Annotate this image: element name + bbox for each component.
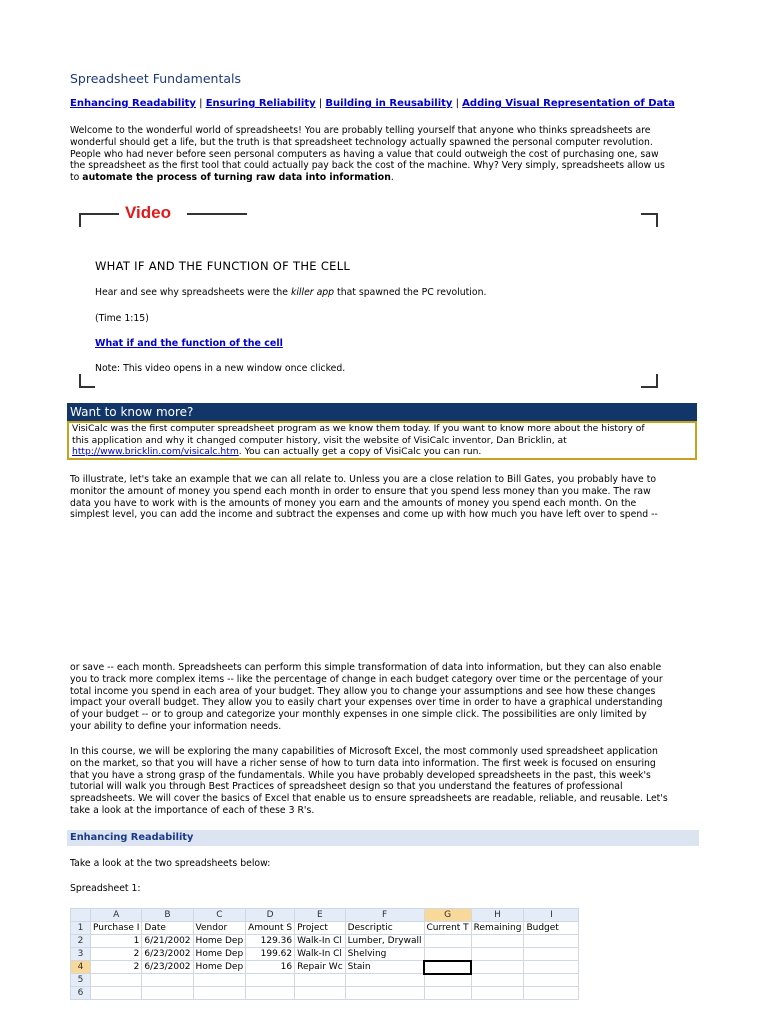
cell[interactable] — [142, 974, 193, 987]
cell[interactable]: 199.62 — [246, 948, 295, 961]
illustrate-paragraph — [70, 474, 698, 521]
paragraph-line: that you have a strong grasp of the fundamentals. While you have probably developed spreadsheets in the past, this week's — [70, 769, 651, 781]
row-header[interactable]: 6 — [71, 987, 91, 1000]
cell[interactable]: Vendor — [193, 922, 246, 935]
column-header[interactable]: D — [246, 909, 295, 922]
paragraph-line: data you have to work with is the amounts of money you earn and the amounts of money you spend each month. On the — [70, 497, 637, 509]
cell[interactable]: 2 — [91, 948, 142, 961]
cell[interactable]: Home Dep — [193, 961, 246, 974]
cell[interactable] — [524, 987, 579, 1000]
row-header[interactable]: 3 — [71, 948, 91, 961]
paragraph-line: or save -- each month. Spreadsheets can perform this simple transformation of data into information, but they can also enable — [70, 662, 662, 673]
paragraph-line: take a look at the importance of each of these 3 R's. — [70, 804, 315, 816]
column-header[interactable]: I — [524, 909, 579, 922]
nav-separator: | — [199, 98, 203, 109]
cell[interactable] — [345, 974, 424, 987]
frame-corner-bottom-left-h — [79, 386, 95, 388]
video-label: Video — [125, 203, 171, 222]
cell[interactable]: Walk-In Cl — [295, 935, 346, 948]
video-note: Note: This video opens in a new window once clicked. — [95, 363, 346, 374]
video-heading: WHAT IF AND THE FUNCTION OF THE CELL — [95, 259, 351, 273]
frame-corner-top-left — [79, 213, 81, 227]
cell[interactable]: Project — [295, 922, 346, 935]
cell[interactable]: 6/23/2002 — [142, 961, 193, 974]
video-link[interactable]: What if and the function of the cell — [95, 338, 283, 349]
cell[interactable]: Home Dep — [193, 935, 246, 948]
table-row — [71, 948, 579, 961]
cell[interactable]: Lumber, Drywall — [345, 935, 424, 948]
intro-line: wonderful should get a life, but the truth is that spreadsheet technology actually spawned the personal computer revolution. — [70, 136, 653, 148]
paragraph-line: impact your overall budget. They allow you to easily chart your expenses over time in order to have a graphical understanding — [70, 697, 663, 709]
paragraph-line: tutorial will walk you through Best Practices of spreadsheet design so that you understand the features of professional — [70, 781, 623, 793]
cell[interactable] — [295, 974, 346, 987]
cell[interactable] — [471, 961, 524, 974]
more-info-line: this application and why it changed computer history, visit the website of VisiCalc inventor, Dan Bricklin, at — [72, 434, 567, 446]
spreadsheet-label: Spreadsheet 1: — [70, 883, 141, 894]
cell[interactable]: Home Dep — [193, 948, 246, 961]
more-info-body — [67, 421, 697, 460]
intro-line: Welcome to the wonderful world of spreadsheets! You are probably telling yourself that anyone who thinks spreadsheets are — [70, 125, 651, 136]
paragraph-line: simplest level, you can add the income and subtract the expenses and come up with how much you have left over to spend -- — [70, 509, 658, 521]
column-header[interactable]: E — [295, 909, 346, 922]
cell[interactable]: 1 — [91, 935, 142, 948]
table-row — [71, 974, 579, 987]
paragraph-line: In this course, we will be exploring the many capabilities of Microsoft Excel, the most commonly used spreadsheet application — [70, 746, 658, 757]
nav-link-reliability[interactable]: Ensuring Reliability — [205, 98, 316, 109]
cell[interactable] — [524, 974, 579, 987]
nav-link-readability[interactable]: Enhancing Readability — [70, 98, 196, 109]
row-header[interactable]: 2 — [71, 935, 91, 948]
row-header[interactable]: 5 — [71, 974, 91, 987]
select-all-corner[interactable] — [71, 909, 91, 922]
column-header[interactable]: C — [193, 909, 246, 922]
intro-line: to automate the process of turning raw data into information. — [70, 172, 394, 184]
cell[interactable] — [91, 974, 142, 987]
section-header-bar — [67, 830, 699, 846]
frame-line — [187, 213, 247, 215]
table-row — [71, 961, 579, 974]
cell[interactable]: Descriptic — [345, 922, 424, 935]
table-row — [71, 935, 579, 948]
table-row — [71, 922, 579, 935]
cell[interactable]: Purchase I — [91, 922, 142, 935]
cell[interactable] — [524, 948, 579, 961]
cell[interactable] — [424, 974, 471, 987]
nav-separator: | — [318, 98, 323, 109]
paragraph-line: of your budget -- or to group and categorize your monthly expenses in one simple click. The possibilities are only limited by — [70, 709, 647, 721]
intro-line: the spreadsheet as the first tool that could actually pay back the cost of the machine. Why? Very simply, spreadsheets allow us — [70, 160, 665, 172]
cell[interactable] — [295, 987, 346, 1000]
more-info-line: VisiCalc was the first computer spreadsheet program as we know them today. If you want to know more about the history of — [72, 423, 645, 434]
cell[interactable] — [345, 987, 424, 1000]
cell[interactable]: Date — [142, 922, 193, 935]
intro-paragraph — [70, 125, 698, 184]
cell[interactable]: Remaining — [471, 922, 524, 935]
cell[interactable] — [142, 987, 193, 1000]
cell[interactable]: Walk-In Cl — [295, 948, 346, 961]
active-cell[interactable] — [424, 961, 471, 974]
row-header[interactable]: 4 — [71, 961, 91, 974]
paragraph-line: To illustrate, let's take an example that we can all relate to. Unless you are a close relation to Bill Gates, you probably have to — [70, 474, 657, 485]
cell[interactable]: Shelving — [345, 948, 424, 961]
cell[interactable] — [246, 974, 295, 987]
cell[interactable]: 16 — [246, 961, 295, 974]
cell[interactable] — [246, 987, 295, 1000]
cell[interactable]: Budget — [524, 922, 579, 935]
page-title: Spreadsheet Fundamentals — [70, 71, 241, 86]
intro-emphasis: automate the process of turning raw data into information — [82, 172, 391, 184]
cell[interactable] — [471, 974, 524, 987]
nav-separator: | — [455, 98, 459, 109]
section-heading: Enhancing Readability — [70, 832, 194, 843]
cell[interactable] — [193, 987, 246, 1000]
cell[interactable]: Amount S — [246, 922, 295, 935]
cell[interactable] — [424, 948, 471, 961]
cell[interactable] — [193, 974, 246, 987]
paragraph-line: spreadsheets. We will cover the basics of Excel that enable us to ensure spreadsheets are readable, reliable, and reusable. Let's — [70, 793, 668, 805]
video-duration: (Time 1:15) — [95, 313, 149, 324]
paragraph-line: total income you spend in each area of your budget. They allow you to change your assumptions and see how these changes — [70, 685, 656, 697]
cell[interactable]: Stain — [345, 961, 424, 974]
intro-line: People who had never before seen personal computers as having a value that could outweigh the cost of purchasing one, saw — [70, 148, 659, 160]
cell[interactable]: 6/23/2002 — [142, 948, 193, 961]
section-nav — [70, 98, 675, 109]
frame-corner-top-right-v — [656, 213, 658, 227]
cell[interactable]: 129.36 — [246, 935, 295, 948]
cell[interactable] — [524, 935, 579, 948]
nav-link-visual[interactable]: Adding Visual Representation of Data — [462, 98, 675, 109]
cell[interactable] — [524, 961, 579, 974]
spreadsheet-table — [70, 908, 579, 1000]
paragraph-line: monitor the amount of money you spend each month in order to ensure that you spend less money than you make. The raw — [70, 485, 651, 497]
visicalc-link[interactable]: http://www.bricklin.com/visicalc.htm — [72, 446, 239, 457]
cell[interactable]: 2 — [91, 961, 142, 974]
row-header[interactable]: 1 — [71, 922, 91, 935]
frame-corner-bottom-right-h — [641, 386, 658, 388]
cell[interactable]: 6/21/2002 — [142, 935, 193, 948]
paragraph-line: you to track more complex items -- like the percentage of change in each budget category over time or the percentage of your — [70, 673, 663, 685]
paragraph-line: on the market, so that you will have a richer sense of how to turn data into information. The first week is focused on ensuring — [70, 757, 656, 769]
nav-link-reusability[interactable]: Building in Reusability — [325, 98, 453, 109]
video-description: Hear and see why spreadsheets were the killer app that spawned the PC revolution. — [95, 287, 487, 298]
cell[interactable] — [471, 987, 524, 1000]
cell[interactable] — [91, 987, 142, 1000]
column-header[interactable]: G — [424, 909, 471, 922]
column-header[interactable]: F — [345, 909, 424, 922]
cell[interactable] — [424, 987, 471, 1000]
table-row — [71, 987, 579, 1000]
cell[interactable]: Current T — [424, 922, 471, 935]
frame-line — [79, 213, 119, 215]
column-header[interactable]: H — [471, 909, 524, 922]
save-paragraph — [70, 662, 698, 733]
lookat-text: Take a look at the two spreadsheets below: — [70, 858, 271, 869]
paragraph-line: your ability to define your information needs. — [70, 720, 282, 732]
cell[interactable] — [424, 935, 471, 948]
cell[interactable] — [471, 935, 524, 948]
more-info-line: http://www.bricklin.com/visicalc.htm. You can actually get a copy of VisiCalc you can run. — [72, 446, 482, 457]
course-paragraph — [70, 746, 698, 817]
column-header[interactable]: B — [142, 909, 193, 922]
column-header[interactable]: A — [91, 909, 142, 922]
cell[interactable]: Repair Wc — [295, 961, 346, 974]
cell[interactable] — [471, 948, 524, 961]
more-info-header: Want to know more? — [67, 403, 697, 421]
